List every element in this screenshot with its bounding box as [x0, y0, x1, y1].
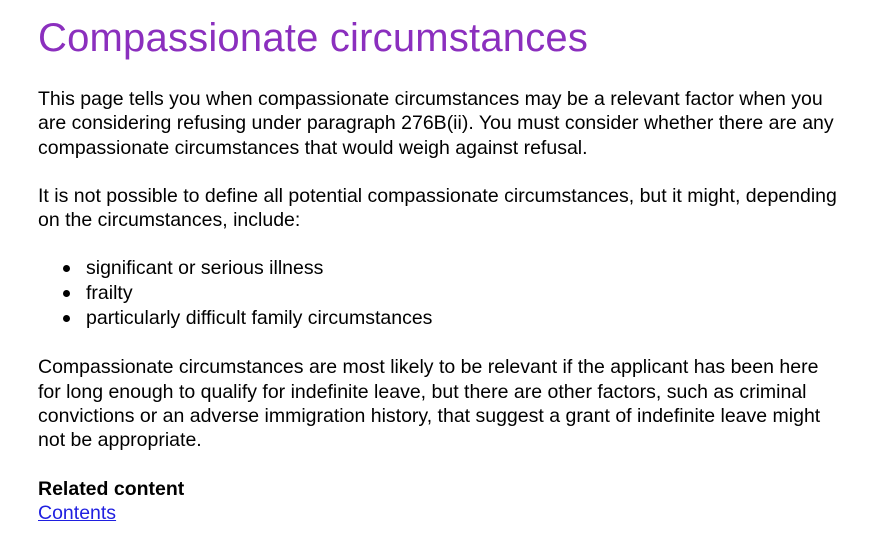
list-item	[38, 306, 838, 331]
circumstances-list	[38, 256, 838, 331]
definition-paragraph: It is not possible to define all potential compassionate circumstances, but it might, depending on the circumstances, include:	[38, 184, 837, 232]
list-item-text: particularly difficult family circumstances	[86, 307, 433, 330]
intro-paragraph: This page tells you when compassionate circumstances may be a relevant factor when you are considering refusing under paragraph 276B(ii). You must consider whether there are any compassionate circumstances that would weigh against refusal.	[38, 88, 834, 159]
bullet-icon	[63, 265, 70, 272]
list-item	[38, 281, 838, 306]
list-item	[38, 256, 838, 281]
list-item-text: frailty	[86, 282, 133, 305]
relevance-paragraph: Compassionate circumstances are most likely to be relevant if the applicant has been here for long enough to qualify for indefinite leave, but there are other factors, such as criminal convictions or an adverse immigration history, that suggest a grant of indefinite leave might not be appropriate.	[38, 356, 821, 452]
contents-link[interactable]: Contents	[38, 501, 117, 524]
bullet-icon	[63, 290, 70, 297]
bullet-icon	[63, 315, 70, 322]
page-title: Compassionate circumstances	[38, 16, 589, 60]
list-item-text: significant or serious illness	[86, 257, 324, 280]
related-content-section	[38, 477, 838, 525]
related-content-heading: Related content	[38, 477, 185, 500]
